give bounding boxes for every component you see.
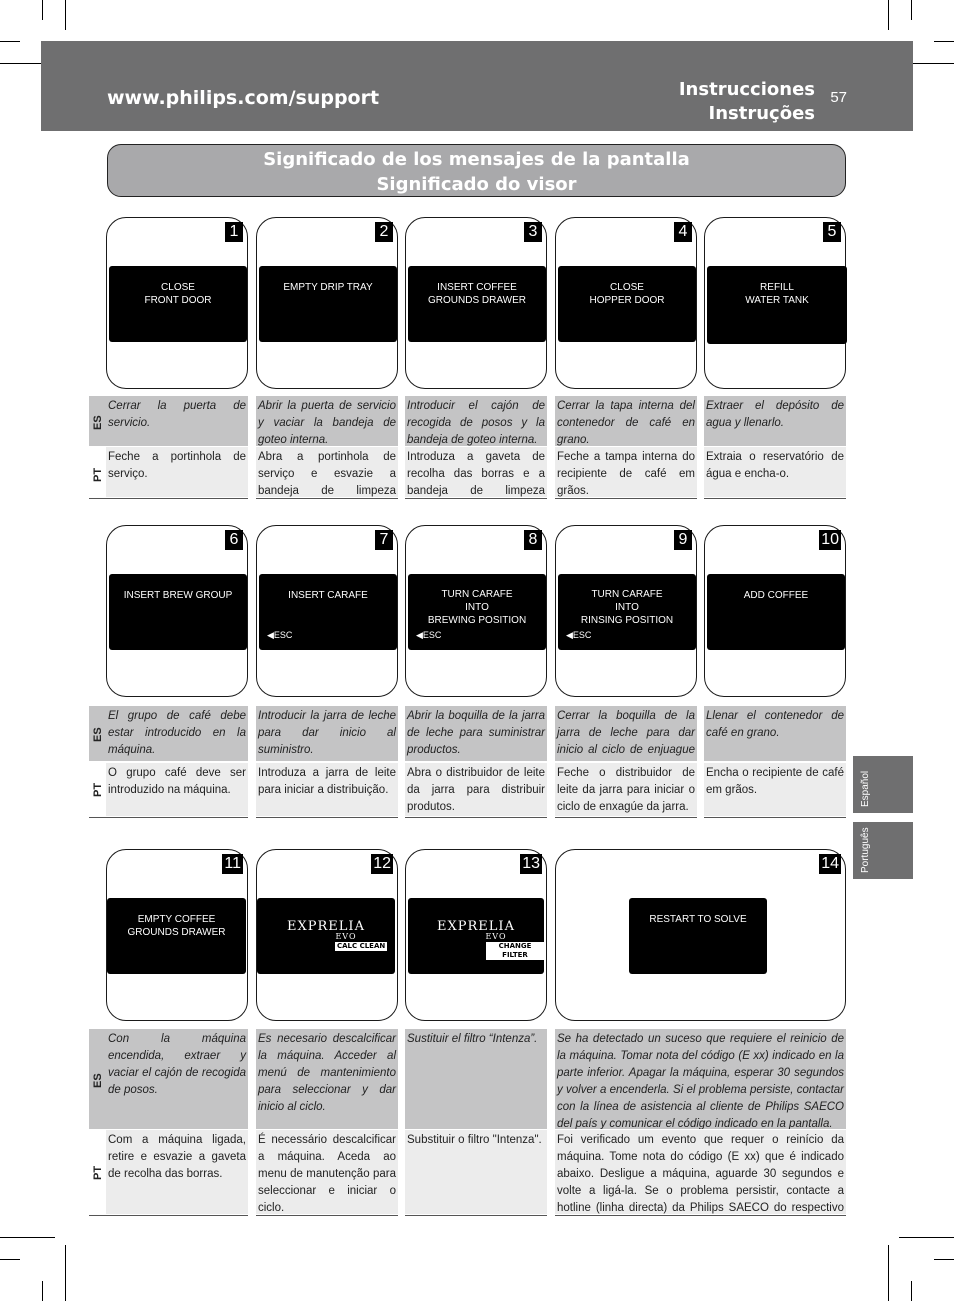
card-number: 5 [823,222,841,242]
instruction-pt: Introduza a gaveta de recolha das borras e a bandeja de limpeza [405,447,547,497]
crop-mark [65,0,66,30]
page-number: 57 [830,89,847,106]
instruction-pt: Feche a portinhola de serviço. [106,447,248,497]
display-screen [408,574,546,650]
row-label-text: ES [92,415,104,430]
card-number: 7 [375,530,393,550]
screen-message [408,588,546,627]
row-divider [256,498,398,499]
logo-evo: EVO [335,932,357,941]
screen-line: EMPTY DRIP TRAY [283,282,373,293]
screen-message [408,281,546,307]
instruction-pt: É necessário descalcificar a máquina. Aceda ao menu de manutenção para seleccionar e iniciar o ciclo. [256,1130,398,1214]
instruction-es: Llenar el contenedor de café en grano. [704,706,846,761]
message-card-3 [405,217,547,389]
logo-evo: EVO [485,932,507,941]
crop-mark [0,1237,55,1238]
screen-message [629,913,767,926]
screen-line: GROUNDS DRAWER [428,295,526,306]
card-number: 9 [674,530,692,550]
row-divider [256,817,398,818]
card-number: 1 [225,222,243,242]
message-card-7 [256,525,398,697]
display-screen [259,574,397,650]
instruction-es: Cerrar la puerta de servicio. [106,396,248,446]
message-card-2 [256,217,398,389]
card-number: 4 [674,222,692,242]
instruction-es: Abrir la puerta de servicio y vaciar la bandeja de goteo interna. [256,396,398,446]
side-tab-espanol [853,756,913,813]
screen-message [707,589,845,602]
instruction-es: Extraer el depósito de agua y llenarlo. [704,396,846,446]
crop-mark [911,1281,912,1301]
display-screen [707,266,847,344]
instruction-pt: Extraia o reservatório de água e encha-o. [704,447,846,497]
crop-mark [65,1245,66,1301]
message-card-13 [405,849,547,1021]
message-card-11 [106,849,248,1021]
logo-tag: CALC CLEAN [337,942,386,950]
message-card-12 [256,849,398,1021]
crop-mark [888,1245,889,1301]
instruction-es: Introducir la jarra de leche para dar inicio al suministro. [256,706,398,761]
screen-message [558,281,696,307]
screen-line: EMPTY COFFEE [137,914,216,925]
crop-mark [934,41,954,42]
instruction-pt: Feche a tampa interna do recipiente de café em grãos. [555,447,697,497]
instruction-es: Cerrar la boquilla de la jarra de leche para dar inicio al ciclo de enjuague [555,706,697,761]
display-screen [629,898,767,974]
instruction-pt: O grupo café deve ser introduzido na máquina. [106,763,248,816]
card-number: 12 [373,855,391,872]
row-divider [89,817,248,818]
crop-mark [0,41,20,42]
row-divider [89,1215,248,1216]
instruction-es: Abrir la boquilla de la jarra de leche para suministrar productos. [405,706,547,761]
row-divider [555,817,697,818]
screen-line: WATER TANK [745,295,809,306]
crop-mark [888,0,889,30]
row-label-text: ES [92,727,104,742]
instruction-pt: Com a máquina ligada, retire e esvazie a gaveta de recolha das borras. [106,1130,248,1214]
screen-message [558,588,696,627]
support-url[interactable]: www.philips.com/support [107,87,380,109]
screen-message [259,281,397,294]
crop-mark [42,1281,43,1301]
instruction-pt: Substituir o filtro "Intenza". [405,1130,547,1214]
esc-label: ◀ESC [416,630,442,640]
message-card-6 [106,525,248,697]
crop-mark [42,0,43,20]
instruction-es: Sustituir el filtro “Intenza”. [405,1029,547,1129]
display-screen [408,898,544,974]
display-screen [107,898,246,974]
message-card-5 [704,217,846,389]
screen-line: ADD COFFEE [743,590,809,601]
row-label-text: PT [92,782,104,797]
row-divider [405,498,547,499]
exprelia-logo [408,919,544,959]
row-label-text: PT [92,1165,104,1180]
screen-line: RINSING POSITION [580,615,674,626]
screen-line: INSERT BREW GROUP [123,590,233,601]
screen-message [109,589,247,602]
instruction-pt: Foi verificado um evento que requer o reinício da máquina. Tome nota do código (E xx) que é indicado abaixo. Desligue a máquina, aguarde 30 segundos e volte a ligá-la. Se o problema persistir, contacte a hotline (linha directa) da Philips SAECO do respectivo [555,1130,846,1214]
side-tab-label: Español [860,770,871,807]
screen-line: INTO [615,602,639,613]
screen-line: TURN CARAFE [441,589,513,600]
screen-line: BREWING POSITION [427,615,527,626]
esc-label: ◀ESC [267,630,293,640]
message-card-8 [405,525,547,697]
display-screen [558,574,696,650]
display-screen [558,266,696,342]
message-card-1 [106,217,248,389]
message-card-10 [704,525,846,697]
logo-text: EXPRELIA [437,919,515,934]
instruction-es: Cerrar la tapa interna del contenedor de café en grano. [555,396,697,446]
row-divider [405,1215,547,1216]
card-number: 6 [225,530,243,550]
side-tab-label: Português [860,827,871,873]
banner-title-pt: Significado do visor [376,174,577,195]
screen-line: GROUNDS DRAWER [127,927,226,938]
instruction-pt: Abra o distribuidor de leite da jarra para distribuir produtos. [405,763,547,816]
instruction-es: Se ha detectado un suceso que requiere el reinicio de la máquina. Tomar nota del código (E xx) indicado en la parte inferior. Apagar la máquina, esperar 30 segundos y volver a encenderla. Si el problema persiste, contactar con la línea de asistencia al cliente de Philips SAECO del país y comunicar el código indicado en la pantalla. [555,1029,846,1129]
esc-label: ◀ESC [566,630,592,640]
screen-line: FRONT DOOR [144,295,212,306]
card-number: 3 [524,222,542,242]
row-divider [704,498,846,499]
screen-line: TURN CARAFE [591,589,663,600]
header-title-pt: Instruções [708,103,815,124]
row-divider [555,1215,846,1216]
logo-text: EXPRELIA [287,919,365,934]
instruction-pt: Introduza a jarra de leite para iniciar a distribuição. [256,763,398,816]
instruction-es: Con la máquina encendida, extraer y vaciar el cajón de recogida de posos. [106,1029,248,1129]
row-divider [555,498,697,499]
row-label-text: ES [92,1073,104,1088]
message-card-4 [555,217,697,389]
instruction-pt: Abra a portinhola de serviço e esvazie a bandeja de limpeza [256,447,398,497]
screen-line: CLOSE [610,282,644,293]
instruction-es: Es necesario descalcificar la máquina. Acceder al menú de mantenimiento para seleccionar y dar inicio al ciclo. [256,1029,398,1129]
screen-message [107,913,246,939]
screen-line: CLOSE [161,282,195,293]
card-number: 8 [524,530,542,550]
display-screen [408,266,546,342]
card-number: 13 [522,855,540,872]
screen-message [109,281,247,307]
instruction-pt: Encha o recipiente de café em grãos. [704,763,846,816]
message-card-9 [555,525,697,697]
side-tab-portugues [853,822,913,879]
banner-title-es: Significado de los mensajes de la pantalla [263,149,690,170]
screen-line: RESTART TO SOLVE [649,914,747,925]
card-number: 2 [375,222,393,242]
screen-line: REFILL [760,282,794,293]
display-screen [707,574,845,650]
card-number: 14 [821,855,839,872]
header-titles [679,78,815,126]
header-title-es: Instrucciones [678,79,815,100]
screen-line: INSERT COFFEE [437,282,517,293]
screen-line: INTO [465,602,489,613]
logo-tag: CHANGE FILTER [486,942,544,960]
crop-mark [899,1237,954,1238]
screen-message [259,589,397,602]
row-divider [89,498,248,499]
crop-mark [934,1259,954,1260]
row-label-text: PT [92,467,104,482]
display-screen [109,266,247,342]
message-card-14 [555,849,846,1021]
display-screen [257,898,395,974]
display-screen [109,574,247,650]
instruction-pt: Feche o distribuidor de leite da jarra para iniciar o ciclo de enxagúe da jarra. [555,763,697,816]
screen-line: HOPPER DOOR [589,295,665,306]
screen-line: INSERT CARAFE [288,590,368,601]
crop-mark [0,1259,20,1260]
card-number: 10 [821,531,839,548]
exprelia-logo [257,919,395,950]
card-number: 11 [224,855,241,872]
instruction-es: El grupo de café debe estar introducido en la máquina. [106,706,248,761]
instruction-es: Introducir el cajón de recogida de posos y la bandeja de goteo interna. [405,396,547,446]
row-divider [256,1215,398,1216]
crop-mark [911,0,912,20]
display-screen [259,266,397,342]
screen-message [707,281,847,307]
page-header [41,41,913,131]
row-divider [704,817,846,818]
section-banner [107,144,846,197]
row-divider [405,817,547,818]
